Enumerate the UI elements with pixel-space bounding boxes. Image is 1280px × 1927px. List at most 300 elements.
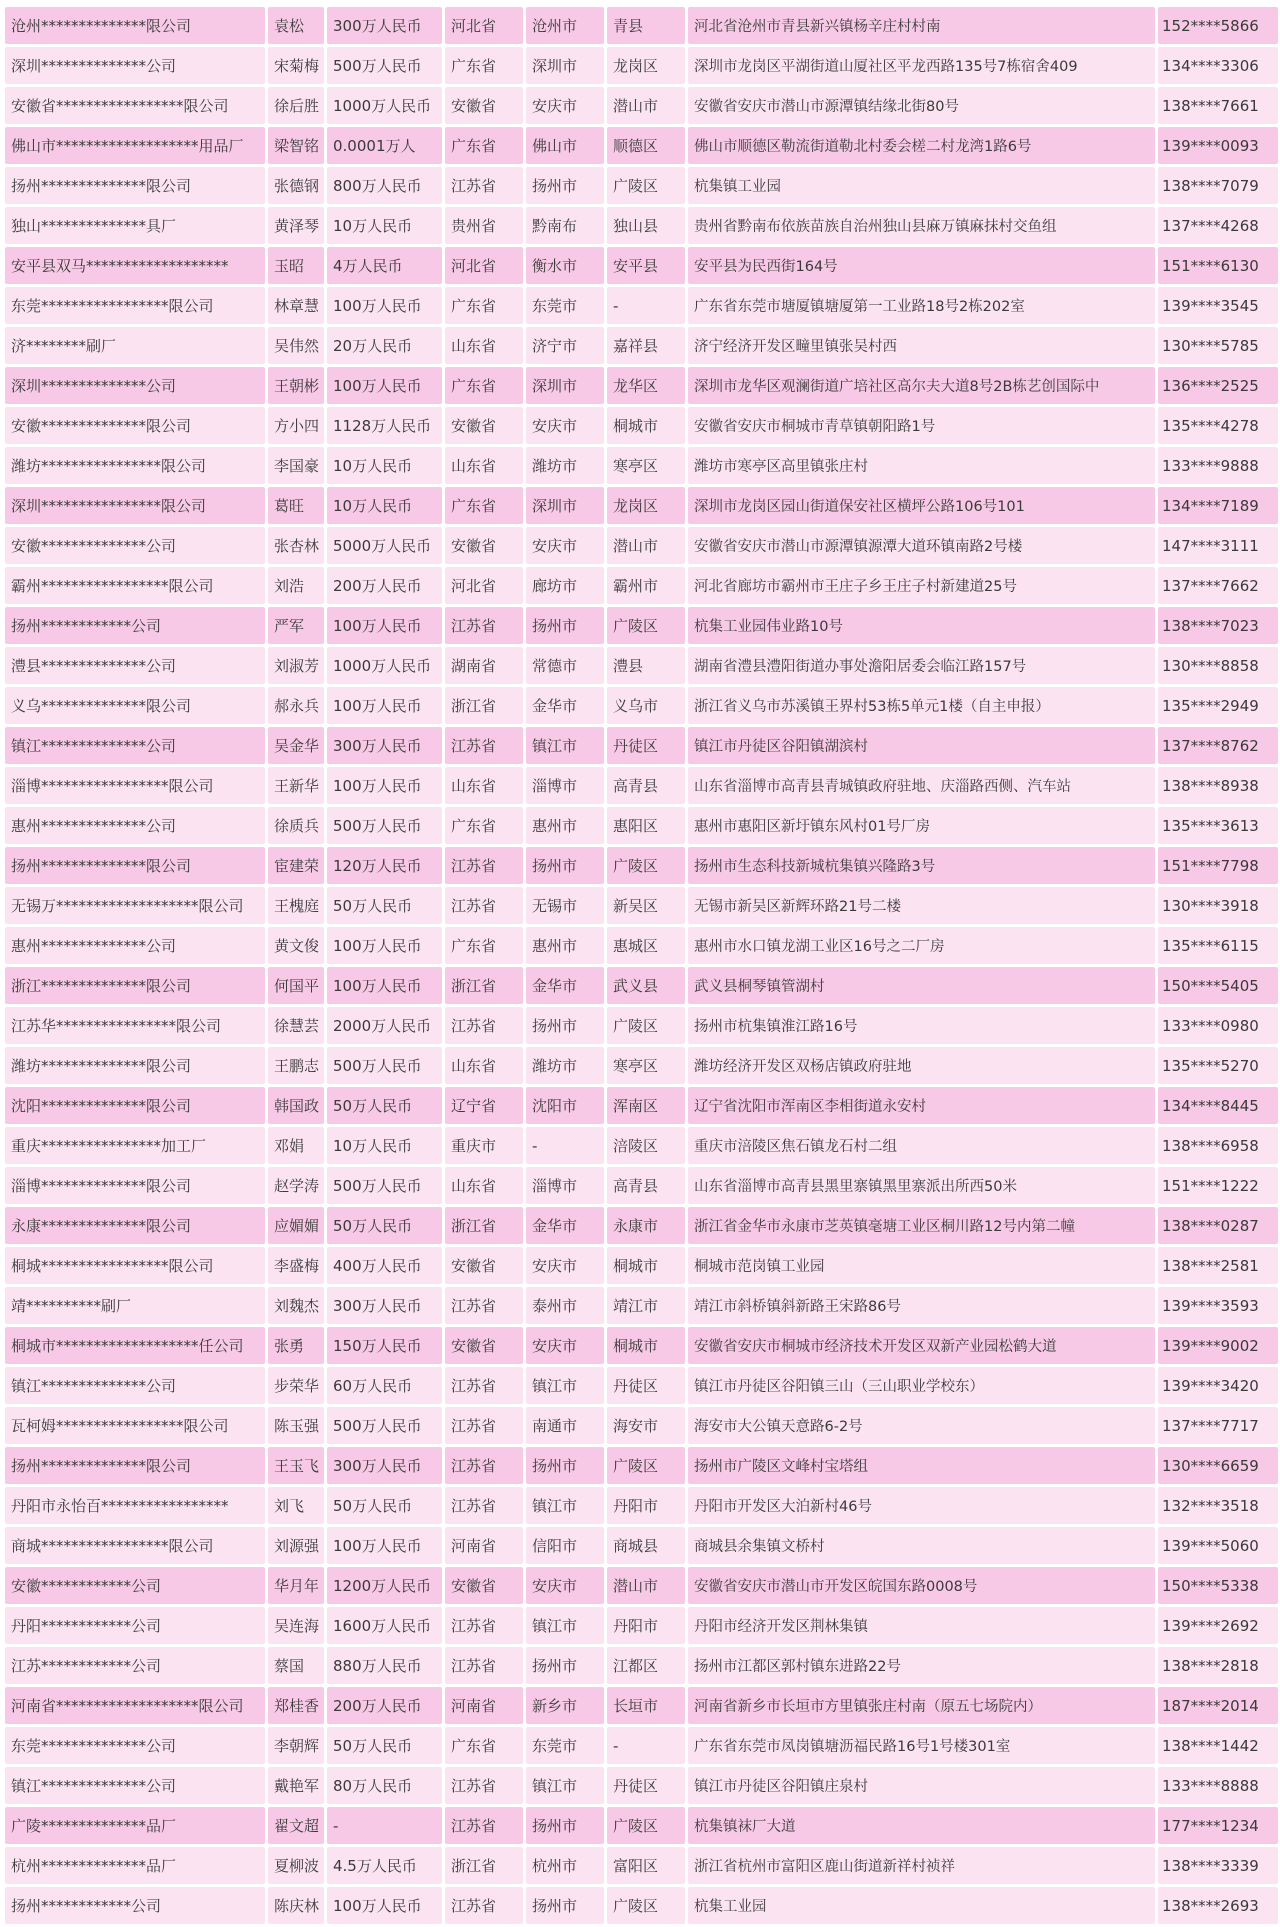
address-cell: 杭集工业园伟业路10号 [688, 607, 1155, 644]
address-cell: 深圳市龙华区观澜街道广培社区高尔夫大道8号2B栋艺创国际中 [688, 367, 1155, 404]
province-cell: 江苏省 [445, 1767, 523, 1804]
legal-rep-cell: 王新华 [268, 767, 324, 804]
district-cell: 霸州市 [607, 567, 685, 604]
address-cell: 无锡市新吴区新辉环路21号二楼 [688, 887, 1155, 924]
phone-cell: 134****7189 [1158, 487, 1278, 524]
phone-cell: 139****3545 [1158, 287, 1278, 324]
table-row [5, 87, 1278, 124]
company-name-cell: 安徽************公司 [5, 1567, 265, 1604]
phone-cell: 139****3593 [1158, 1287, 1278, 1324]
company-name-cell: 安徽**************限公司 [5, 407, 265, 444]
province-cell: 安徽省 [445, 1247, 523, 1284]
table-row [5, 727, 1278, 764]
province-cell: 广东省 [445, 927, 523, 964]
table-row [5, 1287, 1278, 1324]
district-cell: 高青县 [607, 767, 685, 804]
city-cell: 常德市 [526, 647, 604, 684]
registered-capital-cell: 500万人民币 [327, 1047, 442, 1084]
phone-cell: 135****5270 [1158, 1047, 1278, 1084]
address-cell: 湖南省澧县澧阳街道办事处澹阳居委会临江路157号 [688, 647, 1155, 684]
legal-rep-cell: 戴艳军 [268, 1767, 324, 1804]
company-name-cell: 沧州**************限公司 [5, 7, 265, 44]
city-cell: 安庆市 [526, 87, 604, 124]
company-name-cell: 扬州************公司 [5, 1887, 265, 1924]
registered-capital-cell: 120万人民币 [327, 847, 442, 884]
legal-rep-cell: 吴连海 [268, 1607, 324, 1644]
company-name-cell: 镇江**************公司 [5, 1367, 265, 1404]
company-name-cell: 独山**************具厂 [5, 207, 265, 244]
phone-cell: 130****3918 [1158, 887, 1278, 924]
company-name-cell: 深圳**************公司 [5, 47, 265, 84]
city-cell: 黔南布 [526, 207, 604, 244]
address-cell: 镇江市丹徒区谷阳镇庄泉村 [688, 1767, 1155, 1804]
registered-capital-cell: 500万人民币 [327, 1407, 442, 1444]
address-cell: 安徽省安庆市潜山市源潭镇结缘北街80号 [688, 87, 1155, 124]
legal-rep-cell: 刘魏杰 [268, 1287, 324, 1324]
table-row [5, 127, 1278, 164]
province-cell: 河南省 [445, 1527, 523, 1564]
city-cell: 安庆市 [526, 1247, 604, 1284]
phone-cell: 135****3613 [1158, 807, 1278, 844]
phone-cell: 138****2581 [1158, 1247, 1278, 1284]
address-cell: 丹阳市经济开发区荆林集镇 [688, 1607, 1155, 1644]
legal-rep-cell: 王玉飞 [268, 1447, 324, 1484]
province-cell: 广东省 [445, 127, 523, 164]
company-name-cell: 深圳**************公司 [5, 367, 265, 404]
company-name-cell: 镇江**************公司 [5, 727, 265, 764]
phone-cell: 130****6659 [1158, 1447, 1278, 1484]
registered-capital-cell: 1600万人民币 [327, 1607, 442, 1644]
registered-capital-cell: 300万人民币 [327, 1447, 442, 1484]
table-row [5, 1567, 1278, 1604]
legal-rep-cell: 玉昭 [268, 247, 324, 284]
table-row [5, 1247, 1278, 1284]
address-cell: 山东省淄博市高青县黑里寨镇黑里寨派出所西50米 [688, 1167, 1155, 1204]
table-row [5, 287, 1278, 324]
phone-cell: 132****3518 [1158, 1487, 1278, 1524]
company-name-cell: 瓦柯姆*****************限公司 [5, 1407, 265, 1444]
district-cell: 龙岗区 [607, 487, 685, 524]
district-cell: 长垣市 [607, 1687, 685, 1724]
company-name-cell: 安徽**************公司 [5, 527, 265, 564]
address-cell: 扬州市生态科技新城杭集镇兴隆路3号 [688, 847, 1155, 884]
phone-cell: 139****5060 [1158, 1527, 1278, 1564]
registered-capital-cell: 10万人民币 [327, 207, 442, 244]
city-cell: 扬州市 [526, 1007, 604, 1044]
legal-rep-cell: 宋菊梅 [268, 47, 324, 84]
city-cell: 济宁市 [526, 327, 604, 364]
district-cell: 广陵区 [607, 167, 685, 204]
table-row [5, 167, 1278, 204]
legal-rep-cell: 徐后胜 [268, 87, 324, 124]
legal-rep-cell: 陈庆林 [268, 1887, 324, 1924]
province-cell: 江苏省 [445, 1287, 523, 1324]
phone-cell: 187****2014 [1158, 1687, 1278, 1724]
table-row [5, 1727, 1278, 1764]
table-row [5, 1447, 1278, 1484]
company-name-cell: 扬州**************限公司 [5, 167, 265, 204]
address-cell: 惠州市惠阳区新圩镇东风村01号厂房 [688, 807, 1155, 844]
phone-cell: 137****7662 [1158, 567, 1278, 604]
province-cell: 安徽省 [445, 87, 523, 124]
district-cell: 武义县 [607, 967, 685, 1004]
registered-capital-cell: 10万人民币 [327, 1127, 442, 1164]
district-cell: 商城县 [607, 1527, 685, 1564]
city-cell: 惠州市 [526, 927, 604, 964]
province-cell: 江苏省 [445, 607, 523, 644]
phone-cell: 177****1234 [1158, 1807, 1278, 1844]
phone-cell: 138****7661 [1158, 87, 1278, 124]
district-cell: 广陵区 [607, 847, 685, 884]
district-cell: 海安市 [607, 1407, 685, 1444]
company-name-cell: 桐城*****************限公司 [5, 1247, 265, 1284]
address-cell: 丹阳市开发区大泊新村46号 [688, 1487, 1155, 1524]
city-cell: 潍坊市 [526, 447, 604, 484]
phone-cell: 130****5785 [1158, 327, 1278, 364]
address-cell: 扬州市广陵区文峰村宝塔组 [688, 1447, 1155, 1484]
company-name-cell: 浙江**************限公司 [5, 967, 265, 1004]
table-row [5, 887, 1278, 924]
company-name-cell: 丹阳************公司 [5, 1607, 265, 1644]
city-cell: 深圳市 [526, 487, 604, 524]
registered-capital-cell: 10万人民币 [327, 447, 442, 484]
city-cell: 金华市 [526, 1207, 604, 1244]
phone-cell: 137****4268 [1158, 207, 1278, 244]
table-row [5, 1167, 1278, 1204]
city-cell: 镇江市 [526, 1487, 604, 1524]
legal-rep-cell: 吴金华 [268, 727, 324, 764]
district-cell: 安平县 [607, 247, 685, 284]
address-cell: 贵州省黔南布依族苗族自治州独山县麻万镇麻抹村交鱼组 [688, 207, 1155, 244]
legal-rep-cell: 韩国政 [268, 1087, 324, 1124]
registered-capital-cell: 300万人民币 [327, 727, 442, 764]
phone-cell: 147****3111 [1158, 527, 1278, 564]
province-cell: 江苏省 [445, 1647, 523, 1684]
province-cell: 江苏省 [445, 1007, 523, 1044]
city-cell: 南通市 [526, 1407, 604, 1444]
company-name-cell: 东莞**************公司 [5, 1727, 265, 1764]
legal-rep-cell: 葛旺 [268, 487, 324, 524]
registered-capital-cell: 20万人民币 [327, 327, 442, 364]
city-cell: 新乡市 [526, 1687, 604, 1724]
company-name-cell: 河南省*******************限公司 [5, 1687, 265, 1724]
address-cell: 安平县为民西街164号 [688, 247, 1155, 284]
legal-rep-cell: 郝永兵 [268, 687, 324, 724]
registered-capital-cell: 2000万人民币 [327, 1007, 442, 1044]
district-cell: 永康市 [607, 1207, 685, 1244]
province-cell: 河南省 [445, 1687, 523, 1724]
phone-cell: 151****1222 [1158, 1167, 1278, 1204]
legal-rep-cell: 梁智铭 [268, 127, 324, 164]
district-cell: 义乌市 [607, 687, 685, 724]
registered-capital-cell: 4.5万人民币 [327, 1847, 442, 1884]
province-cell: 河北省 [445, 247, 523, 284]
legal-rep-cell: 蔡国 [268, 1647, 324, 1684]
phone-cell: 137****8762 [1158, 727, 1278, 764]
city-cell: 东莞市 [526, 1727, 604, 1764]
province-cell: 广东省 [445, 487, 523, 524]
district-cell: 桐城市 [607, 1327, 685, 1364]
legal-rep-cell: 吴伟然 [268, 327, 324, 364]
address-cell: 安徽省安庆市桐城市青草镇朝阳路1号 [688, 407, 1155, 444]
company-name-cell: 扬州**************限公司 [5, 847, 265, 884]
company-name-cell: 桐城市*******************任公司 [5, 1327, 265, 1364]
city-cell: 深圳市 [526, 47, 604, 84]
phone-cell: 139****2692 [1158, 1607, 1278, 1644]
phone-cell: 138****7079 [1158, 167, 1278, 204]
company-name-cell: 淄博*****************限公司 [5, 767, 265, 804]
phone-cell: 139****9002 [1158, 1327, 1278, 1364]
province-cell: 山东省 [445, 1047, 523, 1084]
company-name-cell: 江苏************公司 [5, 1647, 265, 1684]
legal-rep-cell: 林章慧 [268, 287, 324, 324]
district-cell: 寒亭区 [607, 447, 685, 484]
registered-capital-cell: 1200万人民币 [327, 1567, 442, 1604]
registered-capital-cell: 150万人民币 [327, 1327, 442, 1364]
city-cell: 扬州市 [526, 1887, 604, 1924]
district-cell: 龙华区 [607, 367, 685, 404]
company-name-cell: 淄博**************限公司 [5, 1167, 265, 1204]
phone-cell: 133****8888 [1158, 1767, 1278, 1804]
table-row [5, 247, 1278, 284]
legal-rep-cell: 陈玉强 [268, 1407, 324, 1444]
registered-capital-cell: 4万人民币 [327, 247, 442, 284]
registered-capital-cell: 500万人民币 [327, 47, 442, 84]
registered-capital-cell: 100万人民币 [327, 1887, 442, 1924]
legal-rep-cell: 严军 [268, 607, 324, 644]
registered-capital-cell: 100万人民币 [327, 767, 442, 804]
address-cell: 浙江省义乌市苏溪镇王界村53栋5单元1楼（自主申报） [688, 687, 1155, 724]
phone-cell: 138****2693 [1158, 1887, 1278, 1924]
city-cell: 淄博市 [526, 1167, 604, 1204]
table-row [5, 1847, 1278, 1884]
phone-cell: 138****1442 [1158, 1727, 1278, 1764]
city-cell: 潍坊市 [526, 1047, 604, 1084]
district-cell: 广陵区 [607, 1887, 685, 1924]
company-name-cell: 商城*****************限公司 [5, 1527, 265, 1564]
city-cell: 扬州市 [526, 847, 604, 884]
address-cell: 桐城市范岗镇工业园 [688, 1247, 1155, 1284]
table-row [5, 7, 1278, 44]
company-name-cell: 杭州**************品厂 [5, 1847, 265, 1884]
district-cell: 澧县 [607, 647, 685, 684]
address-cell: 河北省沧州市青县新兴镇杨辛庄村村南 [688, 7, 1155, 44]
district-cell: 丹阳市 [607, 1487, 685, 1524]
address-cell: 河北省廊坊市霸州市王庄子乡王庄子村新建道25号 [688, 567, 1155, 604]
legal-rep-cell: 华月年 [268, 1567, 324, 1604]
province-cell: 浙江省 [445, 967, 523, 1004]
registered-capital-cell: - [327, 1807, 442, 1844]
city-cell: 深圳市 [526, 367, 604, 404]
table-row [5, 1007, 1278, 1044]
phone-cell: 135****2949 [1158, 687, 1278, 724]
province-cell: 山东省 [445, 767, 523, 804]
district-cell: 广陵区 [607, 607, 685, 644]
company-name-cell: 广陵**************品厂 [5, 1807, 265, 1844]
company-name-cell: 惠州**************公司 [5, 927, 265, 964]
city-cell: 安庆市 [526, 527, 604, 564]
legal-rep-cell: 方小四 [268, 407, 324, 444]
province-cell: 江苏省 [445, 1487, 523, 1524]
table-row [5, 807, 1278, 844]
address-cell: 广东省东莞市塘厦镇塘厦第一工业路18号2栋202室 [688, 287, 1155, 324]
city-cell: 沧州市 [526, 7, 604, 44]
registered-capital-cell: 0.0001万人 [327, 127, 442, 164]
company-name-cell: 重庆****************加工厂 [5, 1127, 265, 1164]
city-cell: 衡水市 [526, 247, 604, 284]
table-row [5, 1127, 1278, 1164]
phone-cell: 138****0287 [1158, 1207, 1278, 1244]
province-cell: 山东省 [445, 1167, 523, 1204]
address-cell: 杭集工业园 [688, 1887, 1155, 1924]
province-cell: 广东省 [445, 287, 523, 324]
city-cell: 泰州市 [526, 1287, 604, 1324]
registered-capital-cell: 50万人民币 [327, 887, 442, 924]
company-name-cell: 镇江**************公司 [5, 1767, 265, 1804]
legal-rep-cell: 刘飞 [268, 1487, 324, 1524]
city-cell: 安庆市 [526, 1327, 604, 1364]
phone-cell: 134****8445 [1158, 1087, 1278, 1124]
district-cell: 潜山市 [607, 87, 685, 124]
city-cell: 安庆市 [526, 407, 604, 444]
company-name-cell: 潍坊****************限公司 [5, 447, 265, 484]
address-cell: 浙江省金华市永康市芝英镇毫塘工业区桐川路12号内第二幢 [688, 1207, 1155, 1244]
district-cell: 龙岗区 [607, 47, 685, 84]
city-cell: 安庆市 [526, 1567, 604, 1604]
phone-cell: 130****8858 [1158, 647, 1278, 684]
district-cell: 丹徒区 [607, 1367, 685, 1404]
registered-capital-cell: 80万人民币 [327, 1767, 442, 1804]
province-cell: 广东省 [445, 367, 523, 404]
city-cell: 镇江市 [526, 1767, 604, 1804]
registered-capital-cell: 880万人民币 [327, 1647, 442, 1684]
phone-cell: 138****7023 [1158, 607, 1278, 644]
company-name-cell: 无锡万*******************限公司 [5, 887, 265, 924]
table-row [5, 367, 1278, 404]
address-cell: 杭集镇工业园 [688, 167, 1155, 204]
table-row [5, 527, 1278, 564]
address-cell: 安徽省安庆市潜山市开发区皖国东路0008号 [688, 1567, 1155, 1604]
registered-capital-cell: 300万人民币 [327, 7, 442, 44]
phone-cell: 139****0093 [1158, 127, 1278, 164]
address-cell: 重庆市涪陵区焦石镇龙石村二组 [688, 1127, 1155, 1164]
province-cell: 广东省 [445, 807, 523, 844]
legal-rep-cell: 王朝彬 [268, 367, 324, 404]
province-cell: 江苏省 [445, 1607, 523, 1644]
address-cell: 辽宁省沈阳市浑南区李相街道永安村 [688, 1087, 1155, 1124]
address-cell: 杭集镇袜厂大道 [688, 1807, 1155, 1844]
table-row [5, 1087, 1278, 1124]
legal-rep-cell: 李朝辉 [268, 1727, 324, 1764]
district-cell: 惠城区 [607, 927, 685, 964]
registered-capital-cell: 100万人民币 [327, 687, 442, 724]
province-cell: 浙江省 [445, 1847, 523, 1884]
table-row [5, 647, 1278, 684]
registered-capital-cell: 100万人民币 [327, 287, 442, 324]
province-cell: 江苏省 [445, 847, 523, 884]
table-row [5, 1887, 1278, 1924]
province-cell: 江苏省 [445, 887, 523, 924]
district-cell: 惠阳区 [607, 807, 685, 844]
legal-rep-cell: 徐慧芸 [268, 1007, 324, 1044]
legal-rep-cell: 王鹏志 [268, 1047, 324, 1084]
city-cell: 扬州市 [526, 167, 604, 204]
province-cell: 浙江省 [445, 687, 523, 724]
legal-rep-cell: 刘淑芳 [268, 647, 324, 684]
phone-cell: 135****6115 [1158, 927, 1278, 964]
district-cell: 新吴区 [607, 887, 685, 924]
province-cell: 浙江省 [445, 1207, 523, 1244]
registered-capital-cell: 10万人民币 [327, 487, 442, 524]
province-cell: 江苏省 [445, 167, 523, 204]
city-cell: 佛山市 [526, 127, 604, 164]
district-cell: 潜山市 [607, 1567, 685, 1604]
phone-cell: 151****6130 [1158, 247, 1278, 284]
legal-rep-cell: 邓娟 [268, 1127, 324, 1164]
company-name-cell: 深圳****************限公司 [5, 487, 265, 524]
city-cell: 镇江市 [526, 727, 604, 764]
address-cell: 惠州市水口镇龙湖工业区16号之二厂房 [688, 927, 1155, 964]
registered-capital-cell: 500万人民币 [327, 807, 442, 844]
address-cell: 潍坊经济开发区双杨店镇政府驻地 [688, 1047, 1155, 1084]
district-cell: 富阳区 [607, 1847, 685, 1884]
province-cell: 江苏省 [445, 727, 523, 764]
registered-capital-cell: 1000万人民币 [327, 87, 442, 124]
phone-cell: 138****8938 [1158, 767, 1278, 804]
table-row [5, 207, 1278, 244]
table-row [5, 1407, 1278, 1444]
phone-cell: 150****5338 [1158, 1567, 1278, 1604]
company-name-cell: 安平县双马******************* [5, 247, 265, 284]
company-name-cell: 霸州*****************限公司 [5, 567, 265, 604]
table-row [5, 1207, 1278, 1244]
table-row [5, 927, 1278, 964]
registered-capital-cell: 100万人民币 [327, 367, 442, 404]
address-cell: 镇江市丹徒区谷阳镇三山（三山职业学校东） [688, 1367, 1155, 1404]
table-row [5, 1647, 1278, 1684]
phone-cell: 133****9888 [1158, 447, 1278, 484]
district-cell: 嘉祥县 [607, 327, 685, 364]
phone-cell: 138****2818 [1158, 1647, 1278, 1684]
legal-rep-cell: 赵学涛 [268, 1167, 324, 1204]
address-cell: 扬州市杭集镇淮江路16号 [688, 1007, 1155, 1044]
registered-capital-cell: 1128万人民币 [327, 407, 442, 444]
city-cell: 扬州市 [526, 1447, 604, 1484]
province-cell: 山东省 [445, 447, 523, 484]
address-cell: 佛山市顺德区勒流街道勒北村委会槎二村龙湾1路6号 [688, 127, 1155, 164]
district-cell: - [607, 287, 685, 324]
registered-capital-cell: 800万人民币 [327, 167, 442, 204]
table-row [5, 327, 1278, 364]
address-cell: 安徽省安庆市桐城市经济技术开发区双新产业园松鹤大道 [688, 1327, 1155, 1364]
table-row [5, 967, 1278, 1004]
province-cell: 江苏省 [445, 1447, 523, 1484]
legal-rep-cell: 何国平 [268, 967, 324, 1004]
legal-rep-cell: 夏柳波 [268, 1847, 324, 1884]
city-cell: 沈阳市 [526, 1087, 604, 1124]
phone-cell: 138****6958 [1158, 1127, 1278, 1164]
legal-rep-cell: 李国豪 [268, 447, 324, 484]
registered-capital-cell: 60万人民币 [327, 1367, 442, 1404]
address-cell: 武义县桐琴镇管湖村 [688, 967, 1155, 1004]
table-row [5, 1367, 1278, 1404]
company-name-cell: 潍坊**************限公司 [5, 1047, 265, 1084]
address-cell: 潍坊市寒亭区高里镇张庄村 [688, 447, 1155, 484]
registered-capital-cell: 50万人民币 [327, 1727, 442, 1764]
district-cell: 丹阳市 [607, 1607, 685, 1644]
province-cell: 广东省 [445, 47, 523, 84]
province-cell: 重庆市 [445, 1127, 523, 1164]
